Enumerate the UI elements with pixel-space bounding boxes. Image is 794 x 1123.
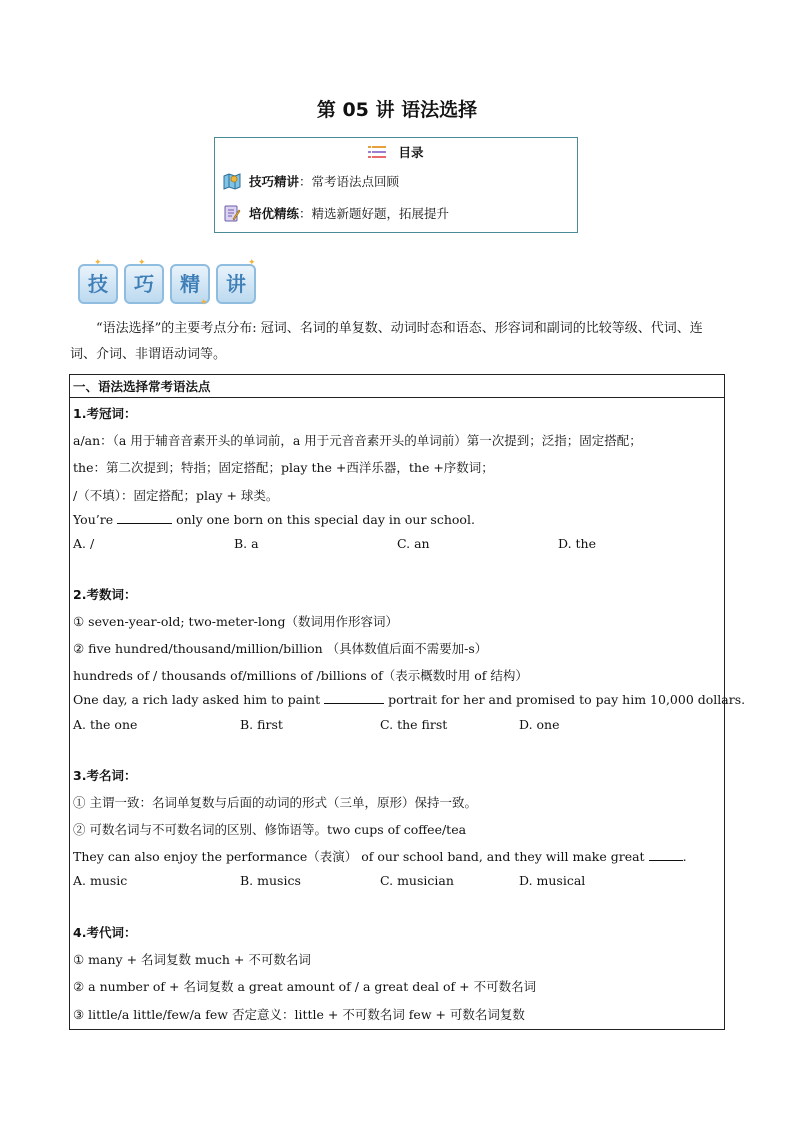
option-a: A. the one [73, 717, 138, 732]
rule-line: ② a number of + 名词复数 a great amount of / a great deal of + 不可数名词 [73, 979, 537, 994]
rule-line: /（不填）：固定搭配；play + 球类。 [73, 488, 279, 503]
toc-item-text: ：常考语法点回顾 [299, 174, 400, 189]
question [73, 692, 745, 707]
rule-line: ② 可数名词与不可数名词的区别、修饰语等。two cups of coffee/tea [73, 822, 467, 837]
option-b: B. a [234, 536, 259, 551]
question-text: portrait for her and promised to pay him 10,000 dollars. [388, 692, 746, 707]
box-heading: 一、语法选择常考语法点 [73, 379, 211, 394]
section-title: 2.考数词： [73, 587, 137, 602]
option-d: D. one [519, 717, 560, 732]
star-icon: ✦ [94, 258, 102, 268]
question-text: You’re [73, 512, 114, 527]
intro-paragraph: “语法选择”的主要考点分布: 冠词、名词的单复数、动词时态和语态、形容词和副词的比较等级、代词、连词、介词、非谓语动词等。 [70, 321, 703, 362]
toc-heading-text: 目录 [398, 145, 424, 160]
rule-line: ② five hundred/thousand/million/billion （具体数值后面不需要加-s） [73, 641, 488, 656]
rule-line: ① many + 名词复数 much + 不可数名词 [73, 952, 311, 967]
option-a: A. / [73, 536, 95, 551]
toc-item-skills[interactable] [223, 172, 399, 190]
question [73, 512, 475, 527]
star-icon: ✦ [248, 258, 256, 268]
toc-item-text: ：精选新题好题，拓展提升 [299, 206, 450, 221]
toc-heading [215, 143, 577, 161]
rule-line: ③ little/a little/few/a few 否定意义：little + 不可数名词 few + 可数名词复数 [73, 1007, 525, 1022]
option-c: C. the first [380, 717, 448, 732]
rule-line: the：第二次提到；特指；固定搭配；play the +西洋乐器，the +序数词； [73, 460, 494, 475]
question [73, 847, 687, 865]
question-text: One day, a rich lady asked him to paint [73, 692, 321, 707]
answer-blank [117, 512, 172, 524]
section-title: 4.考代词： [73, 925, 137, 940]
notepad-icon [223, 204, 241, 222]
option-c: C. musician [380, 873, 454, 888]
answer-blank [324, 692, 384, 704]
section-title: 3.考名词： [73, 768, 137, 783]
rule-line: hundreds of / thousands of/millions of /billions of（表示概数时用 of 结构） [73, 668, 528, 683]
option-b: B. musics [240, 873, 301, 888]
rule-line: ① 主谓一致：名词单复数与后面的动词的形式（三单，原形）保持一致。 [73, 795, 477, 810]
map-icon [223, 172, 241, 190]
question-text: only one born on this special day in our school. [176, 512, 475, 527]
toc-item-label: 技巧精讲 [249, 174, 300, 189]
option-b: B. first [240, 717, 283, 732]
rule-line: a/an：（a 用于辅音音素开头的单词前，a 用于元音音素开头的单词前）第一次提到；泛指；固定搭配； [73, 433, 642, 448]
banner-tile: 讲 [216, 264, 256, 304]
toc-item-practice[interactable] [223, 204, 449, 222]
banner-tile: 技 [78, 264, 118, 304]
question-text: . [682, 849, 687, 864]
answer-blank [649, 849, 683, 861]
rule-line: ① seven-year-old; two-meter-long（数词用作形容词） [73, 614, 398, 629]
banner-tile: 巧 [124, 264, 164, 304]
box-divider [70, 397, 725, 398]
question-text: They can also enjoy the performance（表演） of our school band, and they will make great [73, 849, 645, 864]
page-title: 第 05 讲 语法选择 [316, 99, 478, 121]
toc-item-label: 培优精练 [249, 206, 300, 221]
table-of-contents [214, 137, 578, 233]
option-d: D. musical [519, 873, 586, 888]
list-icon [368, 146, 386, 158]
option-d: D. the [558, 536, 596, 551]
option-a: A. music [73, 873, 128, 888]
banner-tile: 精 [170, 264, 210, 304]
section-title: 1.考冠词： [73, 406, 137, 421]
star-icon: ✦ [200, 298, 208, 308]
star-icon: ✦ [138, 258, 146, 268]
option-c: C. an [397, 536, 430, 551]
